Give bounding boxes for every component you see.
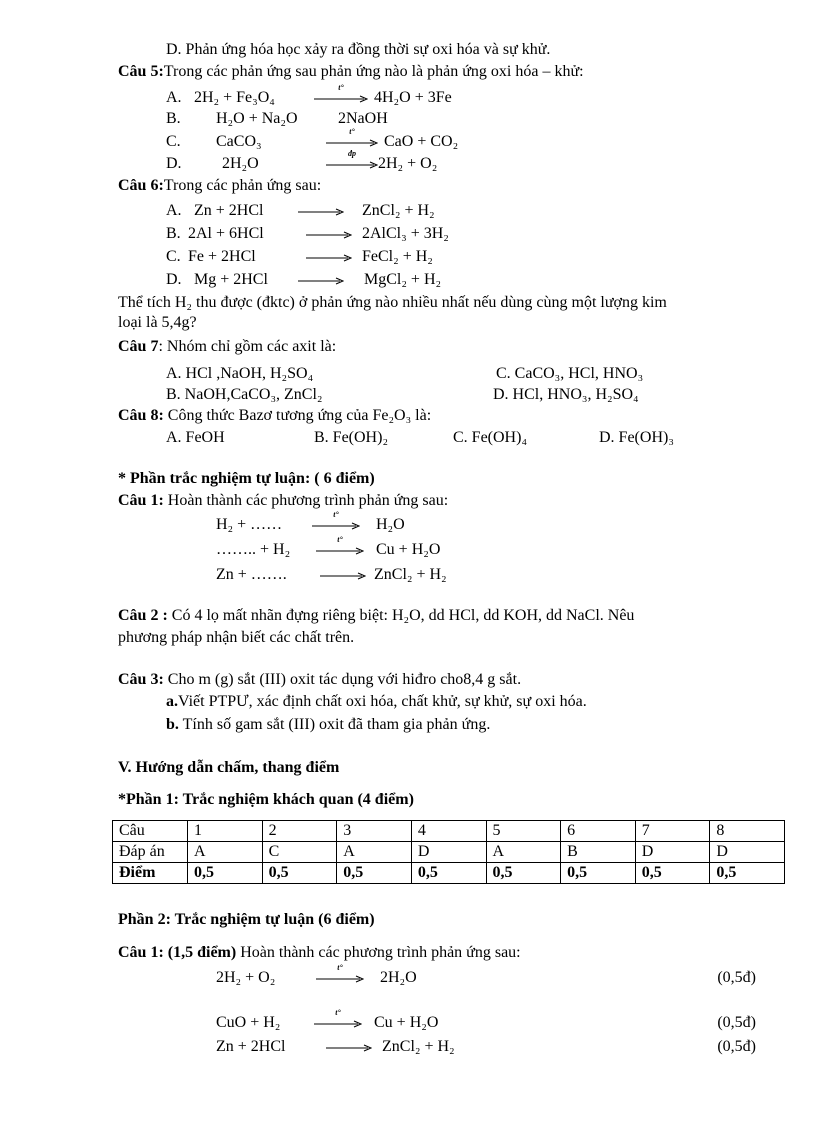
- row-label: Câu: [113, 821, 188, 842]
- table-cell: 3: [337, 821, 412, 842]
- essay-q1-label: Câu 1:: [118, 492, 164, 509]
- equation-lhs: …….. + H₂: [216, 541, 291, 558]
- table-row-answers: [113, 842, 785, 863]
- essay-q3-heading: [118, 671, 521, 689]
- reaction-arrow-icon: [326, 1039, 372, 1053]
- q6-heading: [118, 177, 321, 195]
- equation-lhs: 2H₂O: [222, 155, 259, 172]
- equation-lhs: CaCO₃: [216, 133, 262, 150]
- equation-rhs: 2H₂O: [380, 969, 417, 986]
- q8-option-b: B. Fe(OH)₂: [314, 429, 389, 446]
- q6-question-line2: loại là 5,4g?: [118, 314, 197, 331]
- q5-label: Câu 5:: [118, 63, 164, 80]
- q8-label: Câu 8:: [118, 407, 164, 424]
- reaction-arrow-icon: [298, 272, 344, 286]
- equation-lhs: 2Al + 6HCl: [188, 225, 264, 242]
- q7-option-d: D. HCl, HNO₃, H₂SO₄: [493, 386, 639, 403]
- option-key: D.: [166, 155, 182, 172]
- equation-lhs: 2H₂ + Fe₃O₄: [194, 89, 275, 106]
- reaction-arrow-icon: [326, 127, 378, 148]
- q8-option-c: C. Fe(OH)₄: [453, 429, 528, 446]
- reaction-arrow-icon: [314, 1008, 362, 1029]
- q6-question-line1: Thể tích H₂ thu được (đktc) ở phản ứng nào nhiều nhất nếu dùng cùng một lượng kim: [118, 294, 667, 311]
- table-cell: 0,5: [411, 863, 486, 884]
- equation-rhs: ZnCl₂ + H₂: [382, 1038, 455, 1055]
- guide-part2-q1-heading: [118, 944, 521, 962]
- table-cell: A: [486, 842, 561, 863]
- essay-q3-part-b: [166, 716, 490, 734]
- q4-option-d: D. Phản ứng hóa học xảy ra đồng thời sự oxi hóa và sự khử.: [166, 41, 551, 58]
- equation-lhs: CuO + H₂: [216, 1014, 281, 1031]
- row-label: Điểm: [113, 863, 188, 884]
- equation-lhs: Zn + 2HCl: [216, 1038, 286, 1055]
- equation-rhs: H₂O: [376, 516, 405, 533]
- essay-q2-line1: [118, 607, 634, 625]
- equation-lhs: Zn + 2HCl: [194, 202, 264, 219]
- guide-q1-points: (1,5 điểm): [163, 944, 237, 961]
- table-cell: 0,5: [635, 863, 710, 884]
- essay-heading: * Phần trắc nghiệm tự luận: ( 6 điểm): [118, 470, 375, 487]
- table-cell: 6: [561, 821, 636, 842]
- q7-option-c: C. CaCO₃, HCl, HNO₃: [496, 365, 644, 382]
- q8-heading: [118, 407, 431, 425]
- reaction-condition: t°: [337, 535, 343, 544]
- reaction-arrow-icon: [298, 203, 344, 217]
- essay-q3-part-a: [166, 693, 587, 711]
- table-cell: D: [635, 842, 710, 863]
- q7-option-a: A. HCl ,NaOH, H₂SO₄: [166, 365, 314, 382]
- reaction-condition: t°: [337, 963, 343, 972]
- reaction-arrow-icon: [312, 510, 360, 531]
- table-cell: A: [337, 842, 412, 863]
- table-cell: 0,5: [561, 863, 636, 884]
- option-key: A.: [166, 89, 182, 106]
- reaction-condition: đp: [348, 149, 356, 158]
- q5-heading: [118, 63, 584, 81]
- table-cell: 1: [188, 821, 263, 842]
- equation-points: (0,5đ): [717, 1014, 756, 1031]
- reaction-arrow-icon: [306, 249, 352, 263]
- table-cell: A: [188, 842, 263, 863]
- part-key: a.: [166, 693, 178, 710]
- option-key: D.: [166, 271, 182, 288]
- q7-text: : Nhóm chỉ gồm các axit là:: [158, 338, 337, 355]
- equation-rhs: 2H₂ + O₂: [378, 155, 438, 172]
- part-text: Viết PTPƯ, xác định chất oxi hóa, chất khử, sự khử, sự oxi hóa.: [178, 693, 587, 710]
- q6-text: Trong các phản ứng sau:: [163, 177, 322, 194]
- q8-option-a: A. FeOH: [166, 429, 225, 446]
- equation-lhs: Mg + 2HCl: [194, 271, 268, 288]
- guide-q1-label: Câu 1:: [118, 944, 164, 961]
- reaction-condition: t°: [333, 510, 339, 519]
- option-key: C.: [166, 248, 181, 265]
- equation-lhs: H₂O + Na₂O: [216, 110, 298, 127]
- reaction-arrow-icon: [306, 226, 352, 240]
- equation-rhs: MgCl₂ + H₂: [364, 271, 442, 288]
- table-cell: 0,5: [262, 863, 337, 884]
- answer-table: [112, 820, 785, 884]
- equation-rhs: 2NaOH: [338, 110, 388, 127]
- table-cell: D: [411, 842, 486, 863]
- equation-lhs: H₂ + ……: [216, 516, 283, 533]
- equation-rhs: CaO + CO₂: [384, 133, 459, 150]
- equation-lhs: 2H₂ + O₂: [216, 969, 276, 986]
- table-cell: 0,5: [710, 863, 785, 884]
- table-cell: 8: [710, 821, 785, 842]
- q6-label: Câu 6:: [118, 177, 164, 194]
- reaction-arrow-icon: [316, 963, 364, 984]
- table-cell: 0,5: [486, 863, 561, 884]
- option-key: C.: [166, 133, 181, 150]
- essay-q2-text: Có 4 lọ mất nhãn đựng riêng biệt: H₂O, dd HCl, dd KOH, dd NaCl. Nêu: [167, 607, 635, 624]
- reaction-condition: t°: [335, 1008, 341, 1017]
- essay-q1-text: Hoàn thành các phương trình phản ứng sau:: [163, 492, 449, 509]
- equation-rhs: 2AlCl₃ + 3H₂: [362, 225, 449, 242]
- equation-points: (0,5đ): [717, 1038, 756, 1055]
- guide-q1-text: Hoàn thành các phương trình phản ứng sau:: [236, 944, 521, 961]
- option-key: B.: [166, 225, 181, 242]
- equation-rhs: ZnCl₂ + H₂: [362, 202, 435, 219]
- q7-heading: [118, 338, 336, 356]
- option-key: A.: [166, 202, 182, 219]
- q8-text: Công thức Bazơ tương ứng của Fe₂O₃ là:: [163, 407, 432, 424]
- reaction-arrow-icon: [320, 567, 366, 581]
- q8-option-d: D. Fe(OH)₃: [599, 429, 674, 446]
- reaction-arrow-icon: [326, 149, 378, 170]
- reaction-arrow-icon: [316, 535, 364, 556]
- guide-part1-heading: *Phần 1: Trắc nghiệm khách quan (4 điểm): [118, 791, 414, 808]
- table-cell: B: [561, 842, 636, 863]
- essay-q3-text: Cho m (g) sắt (III) oxit tác dụng với hiđro cho8,4 g sắt.: [163, 671, 522, 688]
- table-cell: 4: [411, 821, 486, 842]
- reaction-condition: t°: [349, 127, 355, 136]
- row-label: Đáp án: [113, 842, 188, 863]
- table-cell: 2: [262, 821, 337, 842]
- table-cell: 7: [635, 821, 710, 842]
- table-cell: 5: [486, 821, 561, 842]
- essay-q3-label: Câu 3:: [118, 671, 164, 688]
- equation-rhs: 4H₂O + 3Fe: [374, 89, 452, 106]
- equation-lhs: Zn + …….: [216, 566, 287, 583]
- part-key: b.: [166, 716, 179, 733]
- equation-rhs: Cu + H₂O: [376, 541, 441, 558]
- part-text: Tính số gam sắt (III) oxit đã tham gia phản ứng.: [178, 716, 491, 733]
- essay-q1-heading: [118, 492, 448, 510]
- equation-rhs: FeCl₂ + H₂: [362, 248, 433, 265]
- table-row-points: [113, 863, 785, 884]
- q5-text: Trong các phản ứng sau phản ứng nào là phản ứng oxi hóa – khử:: [163, 63, 584, 80]
- guide-part2-heading: Phần 2: Trắc nghiệm tự luận (6 điểm): [118, 911, 375, 928]
- reaction-arrow-icon: [314, 83, 368, 104]
- table-cell: D: [710, 842, 785, 863]
- essay-q2-line2: phương pháp nhận biết các chất trên.: [118, 629, 355, 646]
- equation-lhs: Fe + 2HCl: [188, 248, 256, 265]
- table-cell: 0,5: [188, 863, 263, 884]
- equation-rhs: ZnCl₂ + H₂: [374, 566, 447, 583]
- guide-heading: V. Hướng dẫn chấm, thang điểm: [118, 759, 340, 776]
- table-row-questions: [113, 821, 785, 842]
- option-key: B.: [166, 110, 181, 127]
- equation-rhs: Cu + H₂O: [374, 1014, 439, 1031]
- equation-points: (0,5đ): [717, 969, 756, 986]
- essay-q2-label: Câu 2 :: [118, 607, 168, 624]
- table-cell: 0,5: [337, 863, 412, 884]
- q7-label: Câu 7: [118, 338, 159, 355]
- q7-option-b: B. NaOH,CaCO₃, ZnCl₂: [166, 386, 323, 403]
- reaction-condition: t°: [338, 83, 344, 92]
- table-cell: C: [262, 842, 337, 863]
